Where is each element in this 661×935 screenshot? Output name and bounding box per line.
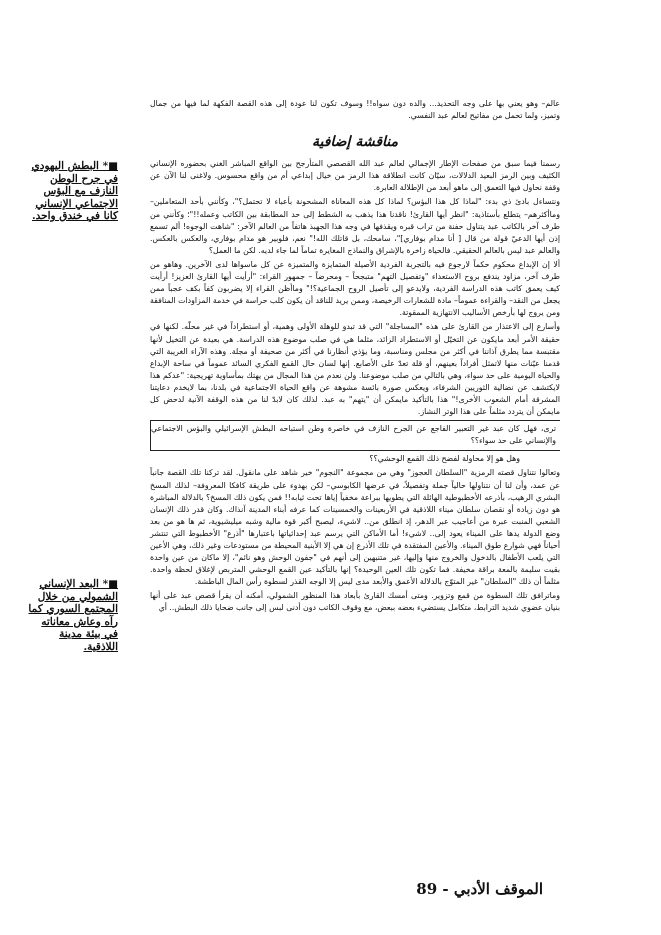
article-body [150, 98, 560, 617]
body-paragraph: رسمنا فيما سبق من صفحات الإطار الإجمالي لعالم عبد الله القصصي المتأرجح بين الواقع المباشر الغني بحضوره الإنساني الكثيف وبين الرمز البعيد الدلالات، سيّان كانت انطلاقة هذا الرمز من خيال إبداعي أم من واقع محسوس. ولاغنى لنا الآن عن وقفة نحاول فيها التعمق إلى ماهو أبعد من الإطلالة العابرة. [150, 159, 560, 193]
sidebar-note-2: ■* البعد الإنساني الشمولي من خلال المجتمع السوري كما رآه وعاش معاناته في بيئة مدينة اللاذقية. [28, 578, 118, 653]
page-footer: الموقف الأدبي - 89 [416, 880, 543, 898]
body-paragraph: وماترافق تلك السطوة من قمع وتزوير. ومتى أمسك القارئ بأبعاد هذا المنظور الشمولي، أمكنه أن يقرأ قصص عبد على أنها بنيان عضوي شديد الترابط، متكامل يستضيء بعضه ببعض، مع وقوف الكاتب دون أدنى لبس إلى جانب ضحايا ذلك البطش.. أي [150, 591, 560, 613]
question-line: وهل هو إلا محاولة لفضح ذلك القمع الوحشي؟؟ [369, 454, 520, 464]
body-paragraph: ألا إن الإبداع محكوم حكماً لارجوع فيه بالتجربة الفردية الأصيلة المتمايزة والمتميزة عن كل ماسواها لدى الآخرين. وهاهو من طرف آخر، مزاود يندفع بروح الاستعداء "وتفصيل التهم" متبجحاً – ومحرضاً – جمهور القراء: "أرأيت أيها القارئ العزيز! أرأيت كيف يعمق كاتب هذه الدراسة الفردية، ولايدعو إلى تأصيل الروح الجماعية؟!" وماأظن القراء إلا يضربون كفاً بكف عجباً ممن يجعل من النقد– والقراءة عموماً– مادة للشعارات الرخيصة، وممن يريد للناقد أن يكون كلب حراسة في خدمة المزاودات المنافقة ومن يروج لها بأرخص الأساليب الانتهازية الممقوتة. [150, 259, 560, 318]
body-paragraph: وتعالوا نتناول قصته الرمزية "السلطان العجوز" وهي من مجموعة "النجوم" خير شاهد على مانقول. لقد تركنا تلك القصة جانباً عن عمد، وأن لنا أن نتناولها حالياً جملة وتفصيلاً، في عرضها الكابوسي– لكن بهدوء على طريقة كافكا المعروفة– لذلك المسخ البشري الرهيب، بأذرعه الأخطبوطية الهائلة التي يطويها ببراعة مخفياً إياها تحت ثيابه!! فمن يكون ذلك المسخ؟ بالدلالة المباشرة هو دون زيادة أو نقصان سلطان ميناء اللاذقية في الأربعينات والخمسينات كما عرفه أبناء المدينة آنذاك. وكان قدر ذلك الإنسان الشعبي المنبت عبرة من أعاجيب عبر الدهر، إذ انطلق من.. لاشيء، ليصبح أكبر قوة مالية وشبه ميليشيوية، ثم ها هو من بعد وضع الدولة يدها على الميناء يعود إلى.. لاشيء! أما الأماكن التي يرسم عبد إحداثياتها باعتبارها "أذرع" الأخطبوط التي تنتشر أحياناً فهي شوارع طوق الميناء. والأعين المفتقدة في تلك الأذرع إن هي إلا الأبنية المحيطة من مستودعات وغير ذلك، وهي الأعين التي يلعب الأطفال بالدخول والخروج منها وإليها، غير متنبهين إلى أنهم في "جفون الوحش وهو نائم"، إلا ماكان من عين واحدة بقيت سليمة بالمعة براقة مخيفة. فما تكون تلك العين الوحيدة؟ إنها بالتأكيد عين القمع الوحشي المتربص لإغلاق لحظة واحدة. مثلماً أن ذلك "السلطان" غير المتوّج بالدلالة الأعمق والأبعد مدى ليس إلا الوجه القذر لسطوة رأس المال الباطشة. [150, 468, 560, 587]
body-paragraph: وأسارع إلى الاعتذار من القارئ على هذه "المساجلة" التي قد تبدو للوهلة الأولى وهمية، أو استطراداً في غير محلّه. لكنها في حقيقة الأمر أبعد مايكون عن التخيّل أو الاستطراد الزائد، مثلما هي في صلب موضوع هذه الدراسة. هي بعيدة عن التخيل لأنها مقتبسة مما يطرق آذاننا في أكثر من مجلس ومناسبة، وما يؤذي أنظارنا في أكثر من صحيفة أو مجلة. وهذه الآراء الغريبة التي قدمنا عيّنات منها لاتمثل أفراداً بعينهم، أو قلة تعدّ على الأصابع. إنها لسان حال القمع الفكري السائد عموماً في ساحة الإبداع والحياة اليومية على حد سواء، وهي بالتالي من صلب موضوعنا. ولن نعدم من هذا المجال من يهتك بمأساوية تهريجية: "عدكم هذا لايكتشف عن نضالية الثوريين الشرفاء، ويعكس صورة بائسة مشوهة عن واقع الحياة الاجتماعية في بلدنا، بما لايخدم دعايتنا المشرقة أمام الشعوب الأخرى!" هذا بالتأكيد مايمكن أن "يتهم" به عبد. لذلك كان لابدّ لنا من هذه الوقفة الآنية لدحض كل مايمكن أن يتردد مثلماً على هذا الوتر النشاز. [150, 322, 560, 417]
boxed-quote: ترى، فهل كان عبد غير التعبير الفاجع عن الجرح النازف في خاصرة وطن استباحه البطش الإسرائيلي والبؤس الاجتماعي والإنساني على حد سواء؟؟ [150, 420, 560, 451]
section-title: مناقشة إضافية [311, 134, 399, 151]
intro-paragraph: عالم– وهو يعني بها على وجه التحديد... والده دون سواه!! وسوف تكون لنا عودة إلى هذه القصة الفكهة لما فيها من جمال وتميز، ولما تحمل من مفاتيح لعالم عبد النفسي. [150, 99, 560, 121]
body-paragraph: ونتساءل بادئ ذي بدء: "لماذا كل هذا البؤس؟ لماذا كل هذه المعاناة المشحونة بأعباء لا تحتمل؟"، وكأنني بأحد المتعاملين– وماأكثرهم– يتطلع بأستاذية: "انظر أيها القارئ! ناقدنا هذا يذهب به الشطط إلى حد المطابقة بين الكاتب وعمله!!"؛ وكأنني من طرف آخر بالكاتب عبد يتناول حفنة من تراب قبره ويقذفها في وجه هذا الجهبذ هاتفاً من العالم الآخر: "شاهت الوجوه! ألم تسمع إذن أيها الدعيّ قولة من قال [ أنا مدام بوفاري]"، سامحك، بل قاتلك الله!" نعم، فلوبير هو مدام بوفاري، والعكس بالعكس. والعالم عبد ليس بالعالم الحقيقي. فالحياة زاخرة بالإشراق والنماذج المغايرة تماماً لما جاء لديه. لكن ما العمل؟ [150, 197, 560, 255]
sidebar-note-1: ■* البطش اليهودي في جرح الوطن النازف مع البؤس الاجتماعي الإنساني كانا في خندق واحد. [31, 160, 118, 222]
